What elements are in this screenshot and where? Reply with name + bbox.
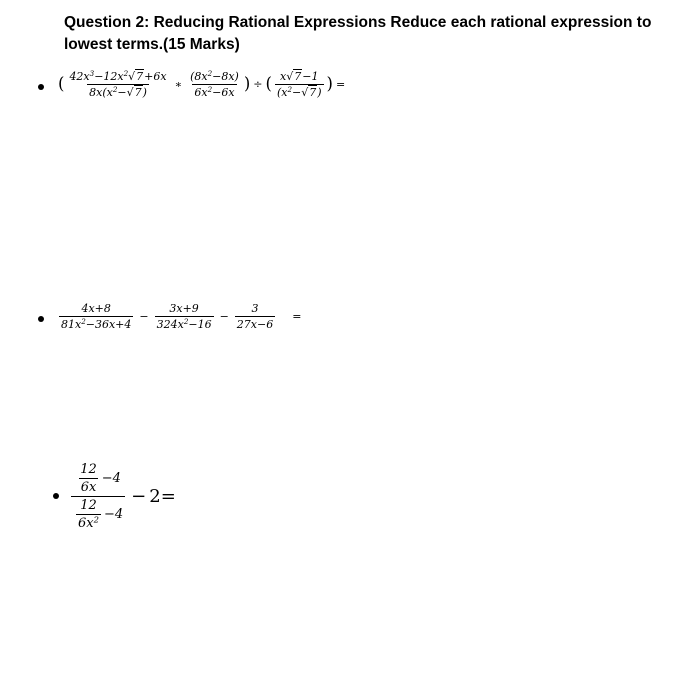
expr1-fraction-1: [67, 70, 168, 99]
close-paren: ): [243, 74, 251, 94]
expression-2: [56, 302, 304, 331]
expr2-fraction-1: [59, 302, 133, 331]
minus-operator: −: [219, 310, 229, 323]
expr3-bot-den: $6x^2$: [78, 514, 99, 531]
expr2-fraction-2-denominator: $324x^2-16$: [156, 317, 212, 331]
expr3-top-rest: −4: [101, 471, 121, 486]
expr1-fraction-2-denominator: $6x^2-6x$: [194, 85, 235, 99]
expr2-fraction-1-denominator: $81x^2-36x+4$: [61, 317, 132, 331]
bullet-1: [38, 84, 44, 90]
expr2-fraction-1-numerator: 4x+8: [81, 302, 111, 315]
expr3-complex-denominator: [71, 496, 125, 531]
equals-sign: =: [160, 486, 176, 507]
expr3-bot-num: 12: [80, 498, 97, 513]
expression-3: [68, 462, 176, 531]
expr1-fraction-1-denominator: $8x(x^2-√7)$: [89, 85, 147, 99]
divide-operator: ÷: [253, 78, 263, 91]
expr3-complex-numerator: [73, 462, 123, 496]
bullet-2: [38, 316, 44, 322]
expr2-fraction-3-numerator: 3: [251, 302, 259, 315]
multiply-operator: ∗: [174, 78, 183, 91]
expr2-fraction-2-numerator: 3x+9: [169, 302, 199, 315]
minus-operator: −: [131, 486, 147, 507]
expr3-top-den: 6x: [80, 480, 97, 495]
expr1-fraction-1-numerator: $42x^3-12x^2√7+6x$: [69, 69, 167, 83]
expr3-inner-fraction-top: [78, 462, 99, 495]
expr1-fraction-3-numerator: x√7−1: [280, 70, 319, 83]
expr3-bot-rest: −4: [103, 507, 124, 522]
open-paren: (: [58, 74, 65, 94]
expr1-fraction-3-denominator: $(x^2-√7)$: [276, 85, 322, 99]
equals-sign: =: [292, 310, 302, 323]
bullet-3: [53, 493, 59, 499]
expr2-fraction-3-denominator: 27x−6: [236, 318, 274, 331]
expr1-fraction-3: [275, 70, 324, 99]
close-paren: ): [326, 74, 333, 94]
expr2-fraction-2: [155, 302, 214, 331]
expression-1: [58, 70, 348, 99]
expr1-fraction-2-numerator: $(8x^2-8x)$: [190, 69, 239, 83]
constant-two: 2: [149, 486, 161, 507]
expr3-top-num: 12: [80, 462, 97, 477]
expr3-inner-fraction-bottom: [76, 498, 101, 531]
minus-operator: −: [139, 310, 149, 323]
open-paren: (: [265, 74, 272, 94]
equals-sign: =: [335, 78, 346, 91]
question-heading: Question 2: Reducing Rational Expressions Reduce each rational expression to lowest terms.(15 Marks): [64, 14, 652, 53]
expr2-fraction-3: [235, 302, 275, 331]
expr1-fraction-2: [188, 70, 241, 99]
expr3-complex-fraction: [71, 462, 125, 531]
